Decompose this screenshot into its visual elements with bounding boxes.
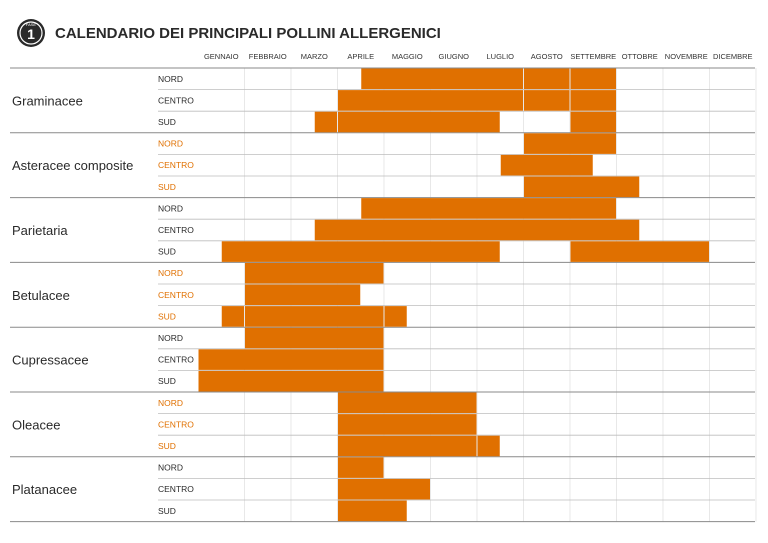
region-label-sud: SUD [158, 246, 176, 257]
pollen-period-cell [571, 241, 710, 262]
pollen-period-cell [245, 285, 360, 306]
pollen-period-cell [338, 90, 523, 111]
region-label-centro: CENTRO [158, 419, 194, 430]
pollen-period-cell [524, 90, 570, 111]
region-label-nord: NORD [158, 73, 184, 84]
plant-label: Platanacee [12, 482, 78, 498]
region-label-sud: SUD [158, 117, 176, 127]
pollen-period-cell [315, 112, 337, 133]
month-label-febbraio: FEBBRAIO [248, 52, 287, 61]
pollen-period-cell [361, 69, 523, 90]
plant-label: Asteracee composite [12, 158, 134, 174]
plant-label: Parietaria [12, 223, 68, 238]
region-label-centro: CENTRO [158, 289, 194, 300]
logo-badge [17, 19, 45, 47]
region-label-nord: NORD [158, 203, 184, 214]
pollen-period-cell [338, 414, 477, 435]
plant-label: Cupressacee [12, 352, 89, 368]
pollen-period-cell [524, 133, 616, 154]
region-label-nord: NORD [158, 462, 184, 473]
plant-label: Graminacee [12, 93, 83, 109]
pollen-period-cell [222, 241, 500, 262]
plant-label: Oleacee [12, 417, 61, 433]
region-label-sud: SUD [158, 181, 176, 192]
month-label-giugno: GIUGNO [438, 52, 469, 61]
pollen-period-cell [199, 349, 384, 370]
region-label-sud: SUD [158, 441, 176, 451]
pollen-period-cell [338, 457, 384, 478]
pollen-period-cell [478, 436, 500, 457]
pollen-period-cell [245, 306, 384, 327]
pollen-period-cell [361, 198, 616, 219]
pollen-period-cell [338, 436, 477, 457]
region-label-nord: NORD [158, 333, 184, 343]
month-label-dicembre: DICEMBRE [712, 52, 753, 61]
pollen-period-cell [385, 306, 407, 327]
pollen-period-cell [571, 112, 617, 133]
pollen-period-cell [571, 69, 617, 90]
pollen-period-cell [524, 69, 570, 90]
pollen-period-cell [338, 479, 430, 500]
pollen-period-cell [245, 328, 384, 349]
logo-number: 1 [27, 26, 35, 42]
region-label-nord: NORD [158, 397, 184, 408]
plant-label: Betulacee [12, 287, 70, 303]
region-label-sud: SUD [158, 376, 176, 387]
pollen-period-cell [338, 501, 407, 522]
region-label-centro: CENTRO [158, 354, 194, 365]
region-label-centro: CENTRO [158, 225, 194, 235]
pollen-period-cell [571, 90, 617, 111]
pollen-period-cell [338, 112, 500, 133]
month-label-aprile: APRILE [347, 52, 375, 61]
month-label-novembre: NOVEMBRE [664, 52, 708, 61]
region-label-nord: NORD [158, 138, 184, 149]
pollen-period-cell [222, 306, 244, 327]
month-label-maggio: MAGGIO [391, 52, 423, 61]
region-label-sud: SUD [158, 505, 176, 516]
pollen-period-cell [245, 263, 384, 284]
month-label-luglio: LUGLIO [486, 52, 515, 61]
region-label-centro: CENTRO [158, 95, 194, 106]
month-label-settembre: SETTEMBRE [570, 52, 617, 61]
pollen-period-cell [199, 371, 384, 392]
region-label-centro: CENTRO [158, 484, 194, 495]
pollen-period-cell [338, 393, 477, 414]
month-label-marzo: MARZO [300, 52, 328, 61]
pollen-period-cell [501, 155, 593, 176]
region-label-centro: CENTRO [158, 160, 194, 171]
region-label-sud: SUD [158, 311, 176, 322]
chart-title: CALENDARIO DEI PRINCIPALI POLLINI ALLERGENICI [55, 25, 441, 42]
pollen-period-cell [315, 220, 640, 241]
month-label-gennaio: GENNAIO [203, 52, 239, 61]
month-label-agosto: AGOSTO [530, 52, 563, 61]
region-label-nord: NORD [158, 268, 184, 279]
month-label-ottobre: OTTOBRE [621, 52, 658, 61]
pollen-period-cell [524, 177, 639, 198]
logo-text: FASE [25, 22, 37, 27]
